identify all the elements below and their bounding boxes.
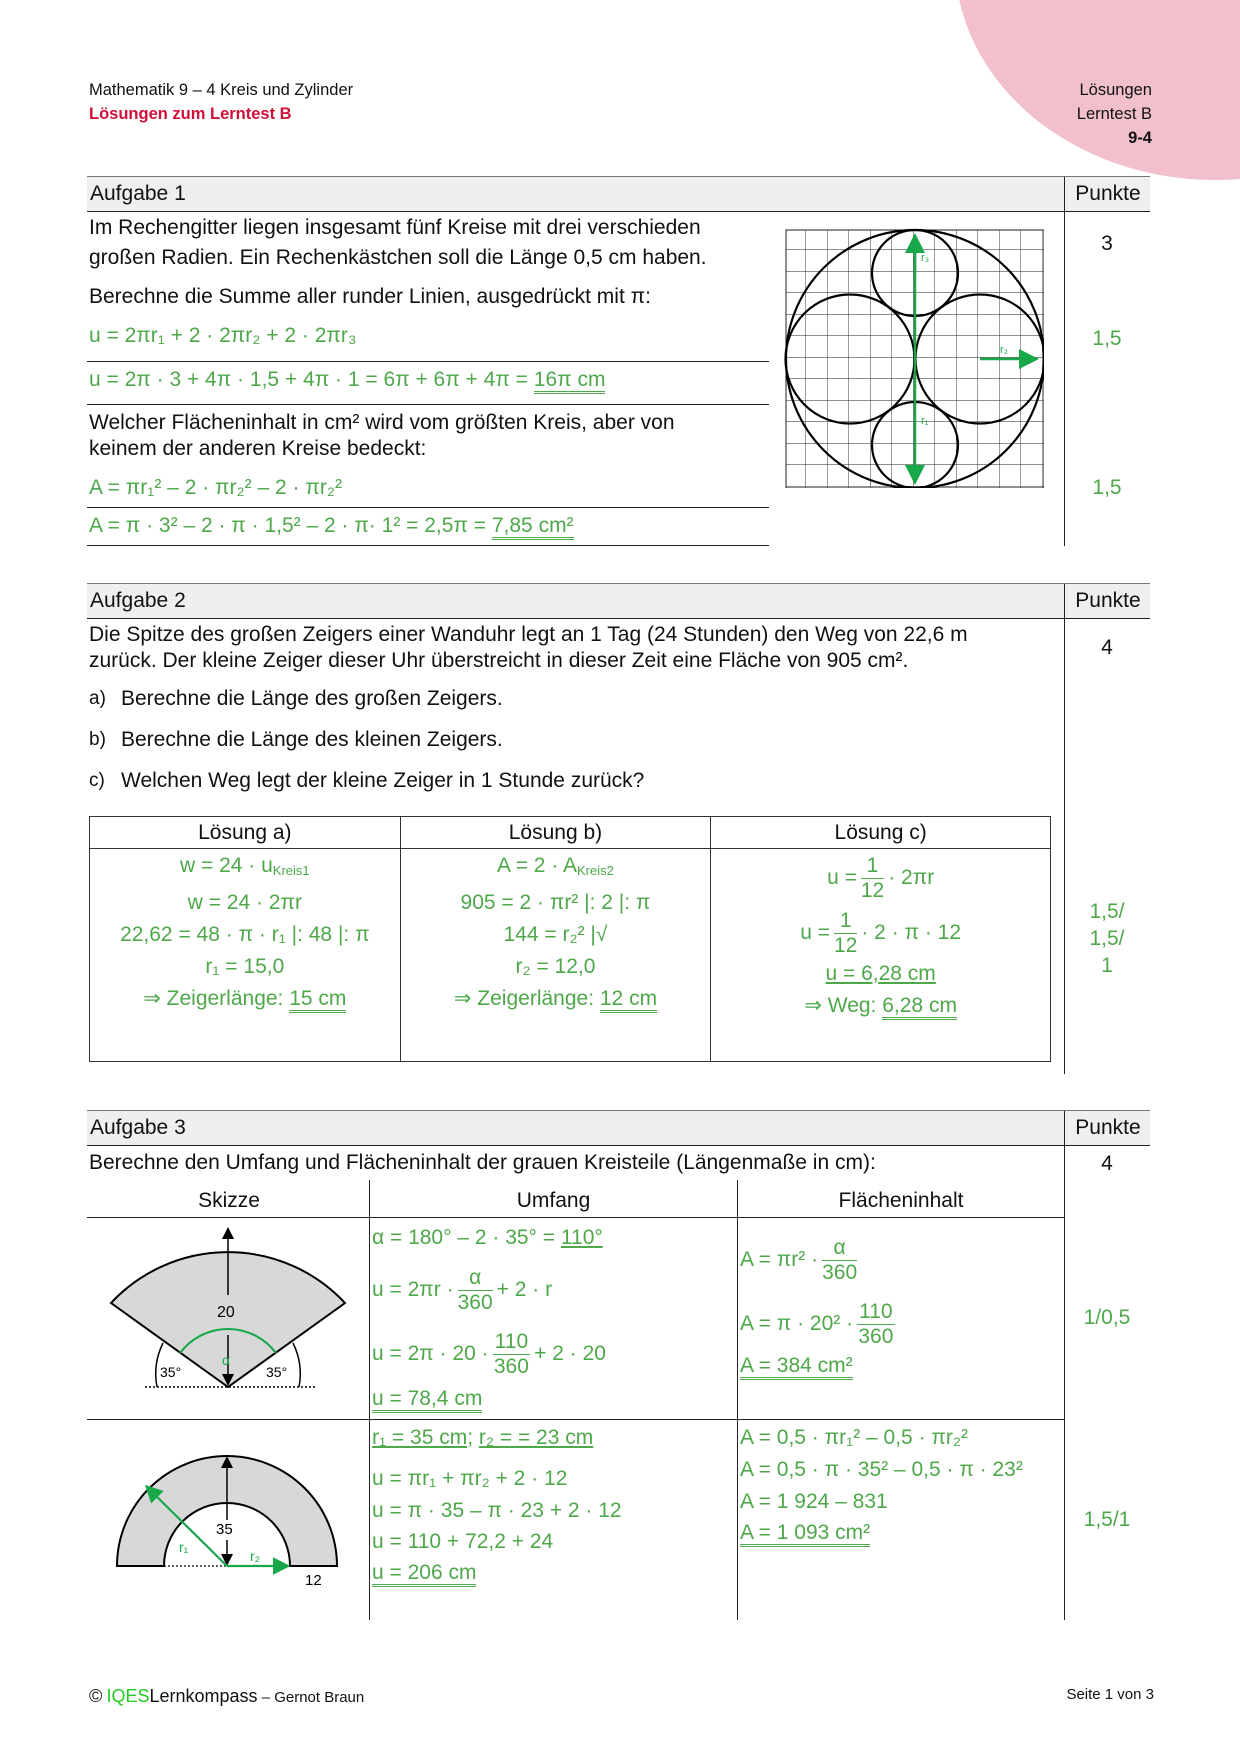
- r2-perimeter-l3: u = π · 35 – π · 23 + 2 · 12: [372, 1499, 622, 1522]
- points-header: Punkte: [1064, 584, 1151, 618]
- divider: [87, 404, 769, 405]
- r1-perimeter-l2: u = 2πr · $\frac{\alpha}{360}$ + 2 · r: [372, 1266, 553, 1314]
- r1-area-l2: A = π · 20² · $\frac{110}{360}$: [740, 1300, 894, 1348]
- sector-sketch: [100, 1225, 360, 1405]
- points-header: Punkte: [1064, 1111, 1151, 1145]
- page-number: Seite 1 von 3: [1066, 1686, 1154, 1703]
- label-r2: r₂: [1000, 344, 1008, 356]
- brand-iqes: IQES: [106, 1686, 150, 1706]
- label-width-12: 12: [305, 1572, 322, 1589]
- task2-intro-1: Die Spitze des großen Zeigers einer Wanduhr legt an 1 Tag (24 Stunden) den Weg von 22,6 m: [89, 623, 968, 646]
- divider: [87, 1217, 1064, 1218]
- task1-result-1: 16π cm: [534, 368, 606, 394]
- r1-points: 1/0,5: [1083, 1306, 1131, 1329]
- points-column-divider: [1064, 619, 1065, 1074]
- task2-solution-table: [89, 816, 1051, 1062]
- task1-header: [87, 176, 1150, 212]
- task1-points-q1: 1,5: [1092, 327, 1122, 350]
- task1-calc-2: A = π · 3² – 2 · π · 1,5² – 2 · π· 1² = 2,5π = 7,85 cm²: [89, 512, 574, 539]
- label-angle-left: 35°: [160, 1364, 182, 1380]
- divider: [87, 507, 769, 508]
- r1-perimeter-l3: u = 2π · 20 · $\frac{110}{360}$ + 2 · 20: [372, 1330, 606, 1378]
- label-r2: r₂: [250, 1548, 261, 1564]
- task2-points-parts: 1,5/ 1,5/ 1: [1089, 900, 1125, 977]
- header-solution-b: Lösung b): [400, 817, 711, 849]
- header-solution-c: Lösung c): [711, 817, 1051, 849]
- copyright-icon: ©: [89, 1686, 103, 1706]
- task2-item-a: a) Berechne die Länge des großen Zeigers.: [89, 687, 503, 710]
- header-label-test: Lerntest B: [1076, 105, 1152, 123]
- task1-title: Aufgabe 1: [90, 182, 186, 205]
- r1-perimeter-l1: α = 180° – 2 · 35° = 110°: [372, 1226, 603, 1249]
- solution-a-cell: $w = 24 \cdot u_{Kreis1}$ w = 24 · 2πr 22,62 = 48 · π · r₁ |: 48 |: π r₁ = 15,0 ⇒ Zeigerlänge: 15 cm: [90, 849, 401, 1062]
- task2-item-c: c) Welchen Weg legt der kleine Zeiger in 1 Stunde zurück?: [89, 769, 645, 792]
- r1-area-result: A = 384 cm²: [740, 1352, 853, 1379]
- task1-result-2: 7,85 cm²: [492, 514, 574, 540]
- r2-area-l1: A = 0,5 · πr₁² – 0,5 · πr₂²: [740, 1426, 969, 1449]
- task2-points-total: 4: [1101, 636, 1113, 659]
- column-divider: [737, 1180, 738, 1620]
- r1-perimeter-result: u = 78,4 cm: [372, 1385, 482, 1412]
- task2-intro-2: zurück. Der kleine Zeiger dieser Uhr überstreicht in dieser Zeit eine Fläche von 905 cm².: [89, 649, 909, 672]
- label-angle-right: 35°: [266, 1364, 288, 1380]
- task1-intro-1: Im Rechengitter liegen insgesamt fünf Kreise mit drei verschieden: [89, 216, 701, 239]
- label-outer-35: 35: [216, 1521, 233, 1538]
- document-subtitle: Lösungen zum Lerntest B: [89, 105, 292, 123]
- solution-b-cell: $A = 2 \cdot A_{Kreis2}$ 905 = 2 · πr² |: 2 |: π 144 = r₂² |√ r₂ = 12,0 ⇒ Zeigerlänge: 12 cm: [400, 849, 711, 1062]
- col-header-sketch: Skizze: [198, 1189, 260, 1212]
- task3-points-total: 4: [1101, 1152, 1113, 1175]
- task1-points-q2: 1,5: [1092, 476, 1122, 499]
- task2-item-b: b) Berechne die Länge des kleinen Zeigers.: [89, 728, 503, 751]
- column-divider: [369, 1180, 370, 1620]
- divider: [87, 1419, 1064, 1420]
- r2-perimeter-l1: r₁ = 35 cm; r₂ = = 23 cm: [372, 1426, 594, 1449]
- r2-perimeter-result: u = 206 cm: [372, 1559, 476, 1586]
- task3-title: Aufgabe 3: [90, 1116, 186, 1139]
- points-header: Punkte: [1064, 177, 1151, 211]
- solution-c-intermediate: u = 6,28 cm: [825, 962, 936, 985]
- subject-title: Mathematik 9 – 4 Kreis und Zylinder: [89, 81, 354, 99]
- r1-area-l1: A = πr² · $\frac{\alpha}{360}$: [740, 1236, 858, 1284]
- footer-brand: [89, 1686, 364, 1707]
- col-header-perimeter: Umfang: [516, 1189, 591, 1212]
- task2-title: Aufgabe 2: [90, 589, 186, 612]
- half-ring-sketch: [100, 1450, 360, 1590]
- solution-a-result: 15 cm: [289, 987, 346, 1013]
- task1-question-2b: keinem der anderen Kreise bedeckt:: [89, 437, 427, 460]
- col-header-area: Flächeninhalt: [838, 1189, 964, 1212]
- r2-area-result: A = 1 093 cm²: [740, 1519, 870, 1546]
- task1-question-2a: Welcher Flächeninhalt in cm² wird vom größten Kreis, aber von: [89, 411, 675, 434]
- author: – Gernot Braun: [257, 1689, 365, 1706]
- solution-c-result: 6,28 cm: [882, 994, 957, 1020]
- points-column-divider: [1064, 1146, 1065, 1620]
- label-radius-20: 20: [217, 1304, 235, 1321]
- circles-grid-figure: [784, 228, 1044, 488]
- r2-area-l2: A = 0,5 · π · 35² – 0,5 · π · 23²: [740, 1458, 1023, 1481]
- task1-formula-1: u = 2πr₁ + 2 · 2πr₂ + 2 · 2πr₃: [89, 324, 357, 347]
- r2-perimeter-l4: u = 110 + 72,2 + 24: [372, 1530, 554, 1553]
- header-unit-number: 9-4: [1128, 129, 1152, 147]
- task3-header: [87, 1110, 1150, 1146]
- label-r1: r₁: [921, 415, 929, 427]
- task2-header: [87, 583, 1150, 619]
- label-r3: r₃: [921, 252, 930, 264]
- brand-lernkompass: Lernkompass: [149, 1686, 258, 1706]
- label-r1: r₁: [179, 1539, 189, 1555]
- task1-calc-1: u = 2π · 3 + 4π · 1,5 + 4π · 1 = 6π + 6π + 4π = 16π cm: [89, 366, 605, 393]
- solution-b-result: 12 cm: [600, 987, 657, 1013]
- page-header-left: [89, 78, 353, 126]
- header-label-solutions: Lösungen: [1079, 81, 1152, 99]
- r2-points: 1,5/1: [1083, 1508, 1131, 1531]
- divider: [87, 361, 769, 362]
- r2-area-l3: A = 1 924 – 831: [740, 1490, 888, 1513]
- label-alpha: α: [222, 1352, 231, 1368]
- task1-question-1: Berechne die Summe aller runder Linien, ausgedrückt mit π:: [89, 285, 651, 308]
- task1-points-total: 3: [1101, 232, 1113, 255]
- task1-formula-2: A = πr₁² – 2 · πr₂² – 2 · πr₂²: [89, 476, 342, 499]
- task3-intro: Berechne den Umfang und Flächeninhalt der grauen Kreisteile (Längenmaße in cm):: [89, 1151, 876, 1174]
- r2-perimeter-l2: u = πr₁ + πr₂ + 2 · 12: [372, 1467, 568, 1490]
- divider: [87, 545, 769, 546]
- page-header-right: [1077, 78, 1152, 150]
- solution-c-cell: u = $\frac{1}{12}$ · 2πr u = $\frac{1}{12}$ · 2 · π · 12 u = 6,28 cm ⇒ Weg: 6,28 cm: [711, 849, 1051, 1062]
- task1-intro-2: großen Radien. Ein Rechenkästchen soll die Länge 0,5 cm haben.: [89, 246, 707, 269]
- header-solution-a: Lösung a): [90, 817, 401, 849]
